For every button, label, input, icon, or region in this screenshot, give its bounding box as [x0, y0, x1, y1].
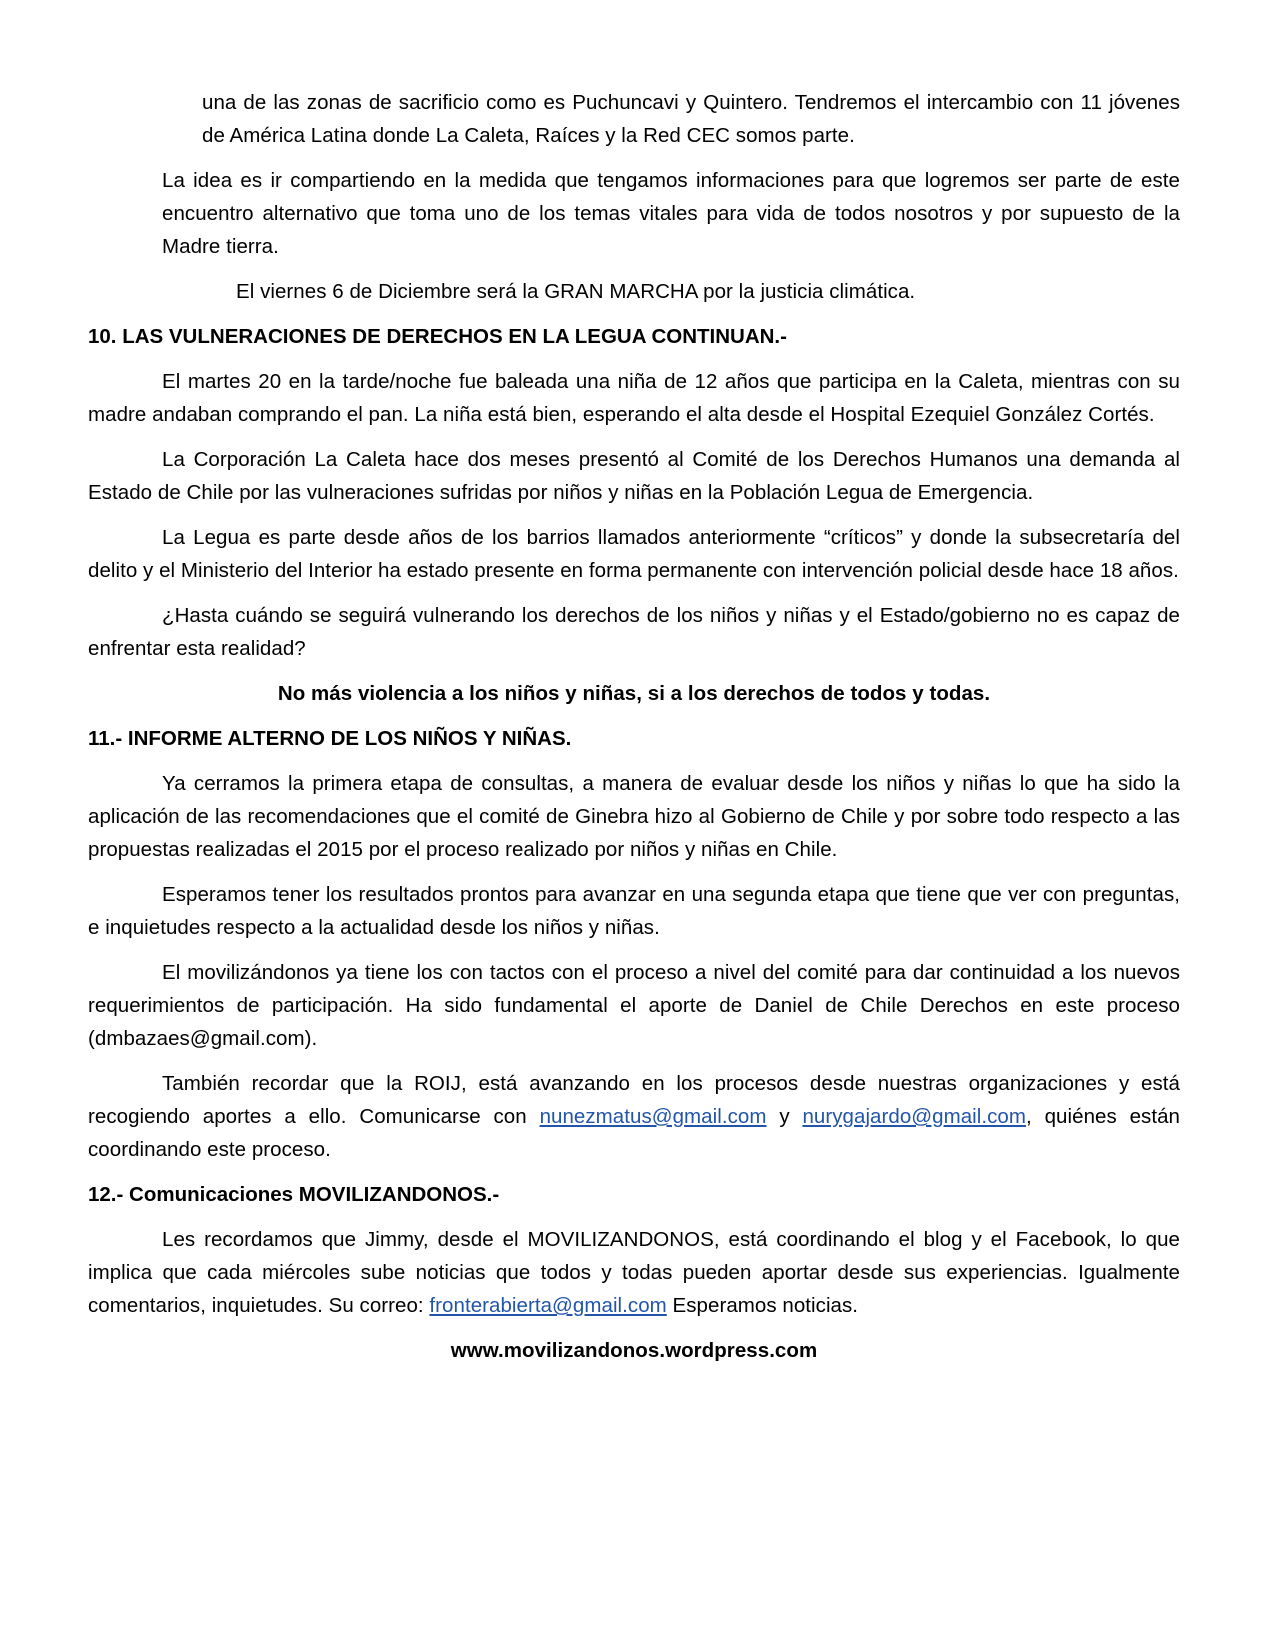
- intro-continuation: una de las zonas de sacrificio como es Puchuncavi y Quintero. Tendremos el intercambio con 11 jóvenes de América Latina donde La Caleta, Raíces y la Red CEC somos parte.: [202, 91, 1180, 147]
- footer-website: www.movilizandonos.wordpress.com: [450, 1339, 818, 1362]
- email-link-fronterabierta[interactable]: fronterabierta@gmail.com: [429, 1294, 667, 1317]
- section-11-paragraph-3: El movilizándonos ya tiene los con tactos con el proceso a nivel del comité para dar continuidad a los nuevos requerimientos de participación. Ha sido fundamental el aporte de Daniel de Chile Derechos en este proceso (dmbazaes@gmail.com).: [88, 961, 1180, 1050]
- section-10-slogan: No más violencia a los niños y niñas, si a los derechos de todos y todas.: [277, 682, 991, 705]
- section-11-p4-text-middle: y: [766, 1105, 803, 1128]
- section-11-paragraph-1: Ya cerramos la primera etapa de consultas, a manera de evaluar desde los niños y niñas lo que ha sido la aplicación de las recomendaciones que el comité de Ginebra hizo al Gobierno de Chile y por sobre todo respecto a las propuestas realizadas el 2015 por el proceso realizado por niños y niñas en Chile.: [88, 772, 1180, 861]
- section-10-paragraph-2: La Corporación La Caleta hace dos meses presentó al Comité de los Derechos Humanos una demanda al Estado de Chile por las vulneraciones sufridas por niños y niñas en la Población Legua de Emergencia.: [88, 448, 1180, 504]
- section-12-p1-text-after: Esperamos noticias.: [666, 1294, 859, 1317]
- intro-idea-paragraph: La idea es ir compartiendo en la medida que tengamos informaciones para que logremos ser parte de este encuentro alternativo que toma uno de los temas vitales para vida de todos nosotros y por supuesto de la Madre tierra.: [162, 169, 1180, 258]
- section-10-paragraph-1: El martes 20 en la tarde/noche fue baleada una niña de 12 años que participa en la Caleta, mientras con su madre andaban comprando el pan. La niña está bien, esperando el alta desde el Hospital Ezequiel González Cortés.: [88, 370, 1180, 426]
- email-link-nunezmatus[interactable]: nunezmatus@gmail.com: [539, 1105, 767, 1128]
- section-11-paragraph-2: Esperamos tener los resultados prontos para avanzar en una segunda etapa que tiene que ver con preguntas, e inquietudes respecto a la actualidad desde los niños y niñas.: [88, 883, 1180, 939]
- section-12-p1-text-before: Les recordamos que Jimmy, desde el MOVILIZANDONOS, está coordinando el blog y el Facebook, lo que implica que cada miércoles sube noticias que todos y todas pueden aportar desde sus experiencias. Igualmente comentarios, inquietudes. Su correo:: [88, 1228, 1180, 1317]
- section-12-paragraph-1: [88, 1223, 1180, 1322]
- section-11-heading: 11.- INFORME ALTERNO DE LOS NIÑOS Y NIÑAS.: [88, 727, 572, 750]
- section-10-paragraph-3: La Legua es parte desde años de los barrios llamados anteriormente “críticos” y donde la subsecretaría del delito y el Ministerio del Interior ha estado presente en forma permanente con intervención policial desde hace 18 años.: [88, 526, 1180, 582]
- section-11-p4-text-before: También recordar que la ROIJ, está avanzando en los procesos desde nuestras organizaciones y está recogiendo aportes a ello. Comunicarse con: [88, 1072, 1180, 1128]
- intro-march-line: El viernes 6 de Diciembre será la GRAN MARCHA por la justicia climática.: [236, 280, 916, 303]
- section-10-heading: 10. LAS VULNERACIONES DE DERECHOS EN LA LEGUA CONTINUAN.-: [88, 325, 787, 348]
- document-body: [88, 86, 1180, 1367]
- section-11-p4-text-after: , quiénes están coordinando este proceso.: [88, 1105, 1181, 1161]
- section-12-heading: 12.- Comunicaciones MOVILIZANDONOS.-: [88, 1183, 500, 1206]
- email-link-nurygajardo[interactable]: nurygajardo@gmail.com: [802, 1105, 1027, 1128]
- section-11-paragraph-4: [88, 1067, 1180, 1166]
- section-10-paragraph-4: ¿Hasta cuándo se seguirá vulnerando los derechos de los niños y niñas y el Estado/gobierno no es capaz de enfrentar esta realidad?: [88, 604, 1180, 660]
